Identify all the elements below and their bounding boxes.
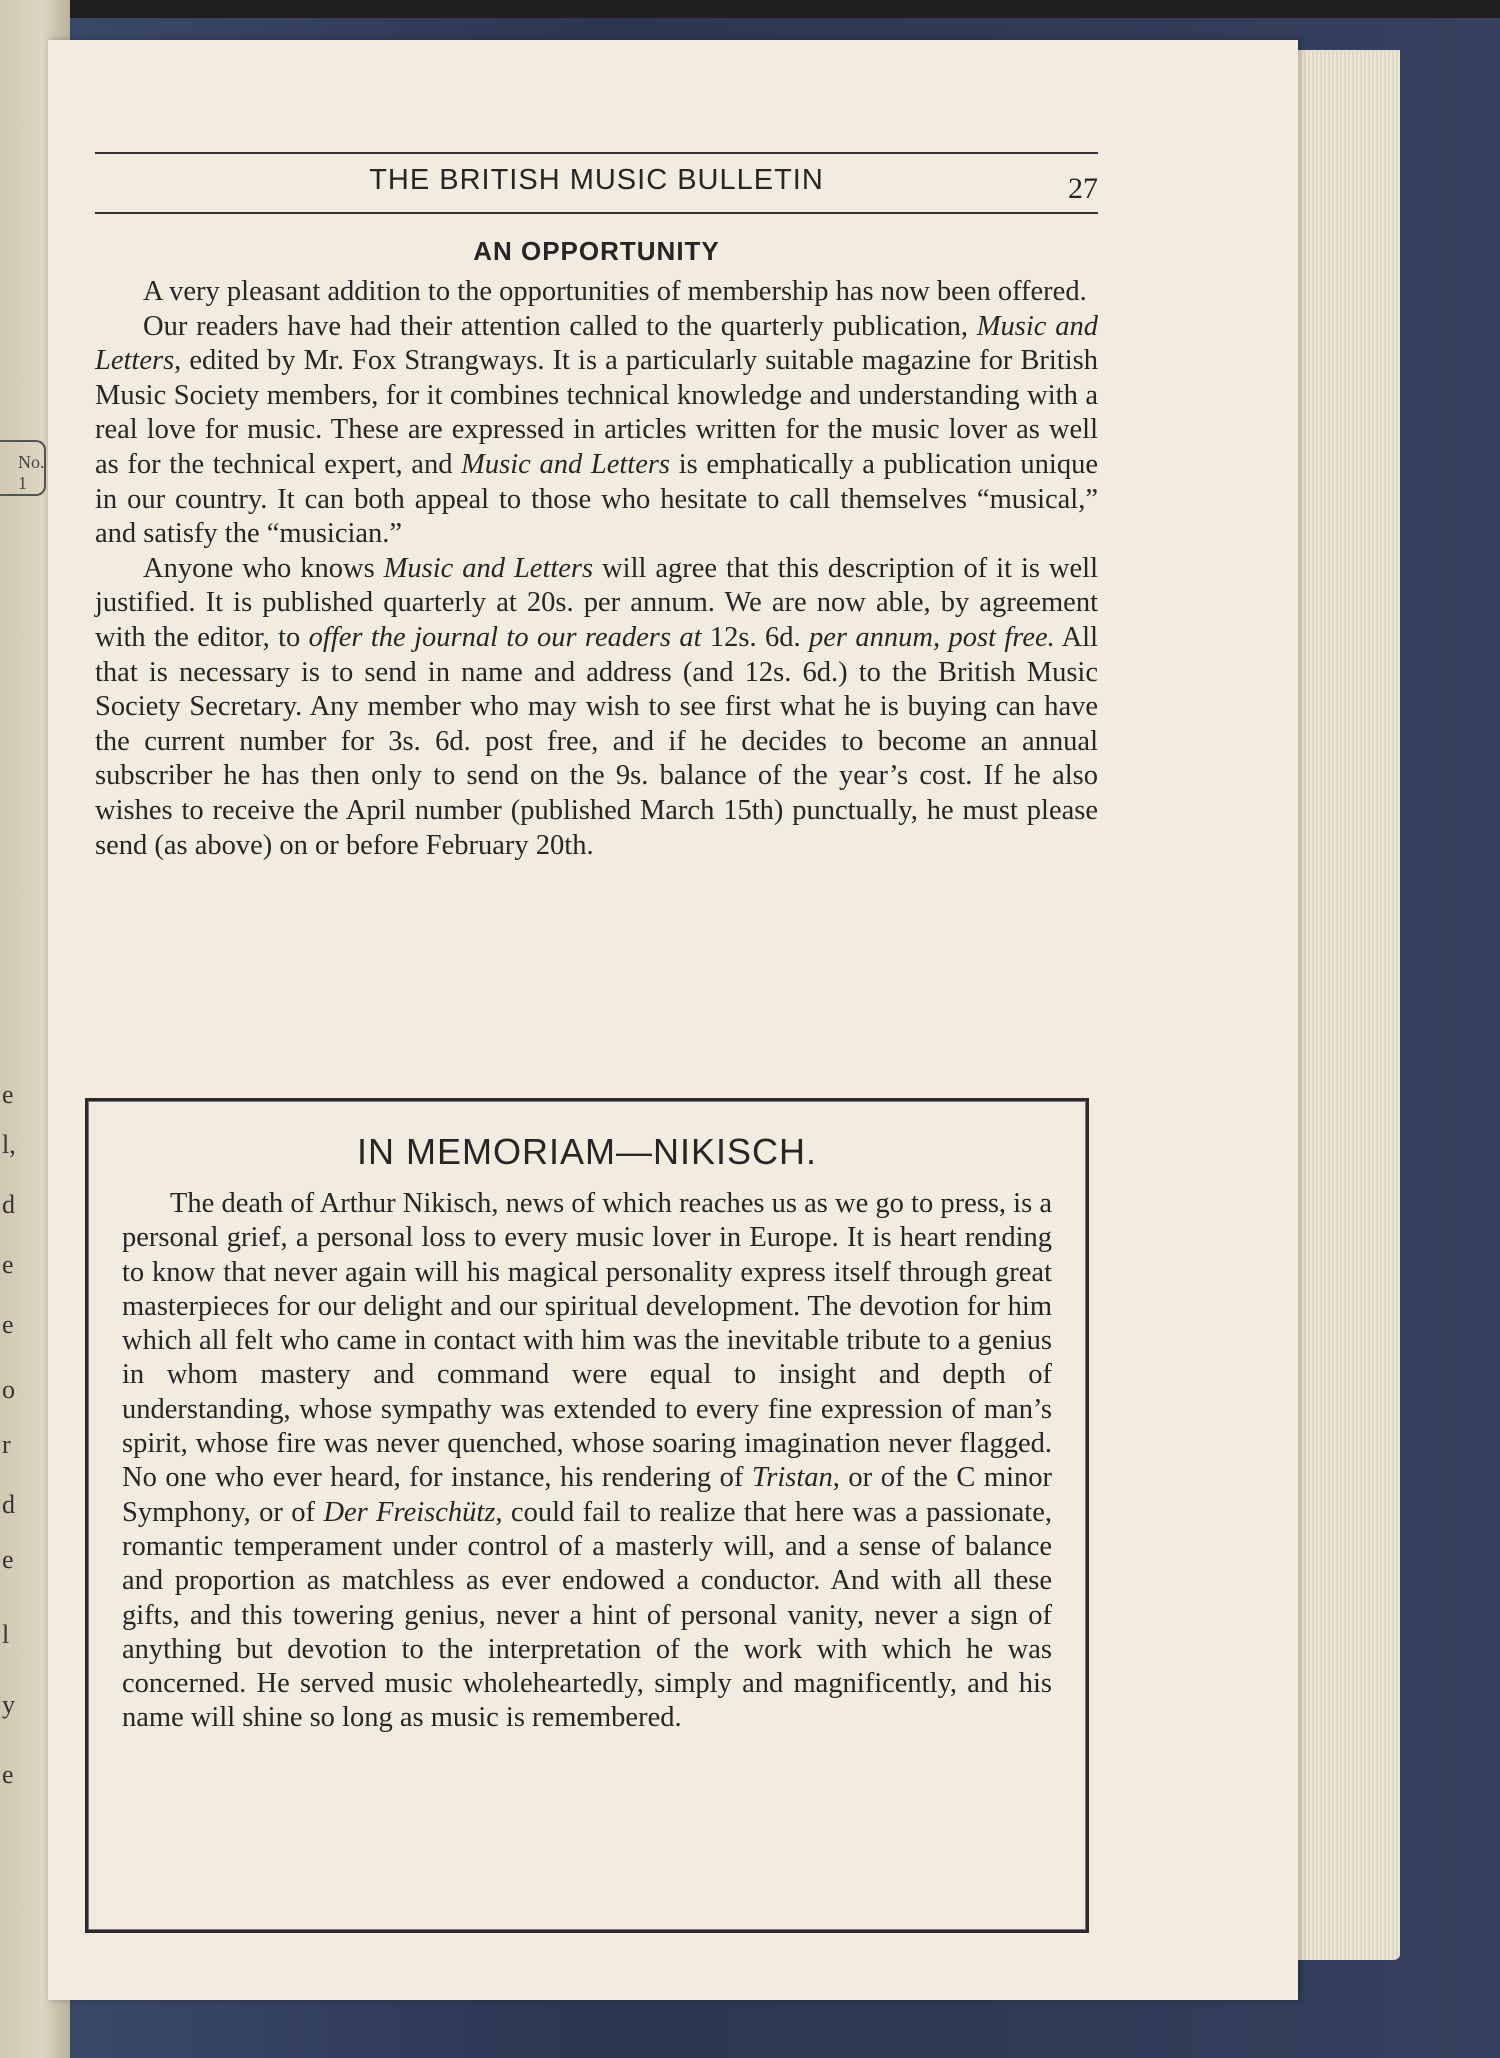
memoriam-paragraph: The death of Arthur Nikisch, news of which reaches us as we go to press, is a personal grief, a personal loss to every music lover in Europe. It is heart rending to know that never again will his magical personality express itself through great masterpieces for our delight and our spiritual development. The devotion for him which all felt who came in contact with him was the inevitable tribute to a genius in whom mastery and command were equal to insight and depth of understanding, whose sympathy was extended to every fine expression of man’s spirit, whose fire was never quenched, whose soaring imagination never flagged. No one who ever heard, for instance, his rendering of Tristan, or of the C minor Symphony, or of Der Freischütz, could fail to realize that here was a passionate, romantic temperament under control of a masterly will, and a sense of balance and proportion as matchless as ever endowed a conductor. And with all these gifts, and this towering genius, never a hint of personal vanity, never a sign of anything but devotion to the interpretation of the work with which he was concerned. He served music wholeheartedly, simply and magnificently, and his name will shine so long as music is remembered. — [122, 1188, 1053, 1734]
article-paragraph: Our readers have had their attention called to the quarterly publication, Music and Letters, edited by Mr. Fox Strangways. It is a particularly suitable magazine for British Music Society members, for it combines technical knowledge and understanding with a real love for music. These are expressed in articles written for the music lover as well as for the technical expert, and Music and Letters is emphatically a publication unique in our country. It can both appeal to those who hesitate to call themselves “musical,” and satisfy the “musician.” — [95, 310, 1098, 550]
margin-letter: e — [2, 1310, 14, 1339]
margin-letter: r — [2, 1430, 11, 1459]
margin-letter: d — [2, 1490, 15, 1519]
margin-letter: e — [2, 1760, 14, 1789]
article-paragraph: Anyone who knows Music and Letters will agree that this description of it is well justified. It is published quarterly at 20s. per annum. We are now able, by agreement with the editor, to offer the journal to our readers at 12s. 6d. per annum, post free. All that is necessary is to send in name and address (and 12s. 6d.) to the British Music Society Secretary. Any member who may wish to see first what he is buying can have the current number for 3s. 6d. post free, and if he decides to become an annual subscriber he has then only to send on the 9s. balance of the year’s cost. If he also wishes to receive the April number (published March 15th) punctually, he must please send (as above) on or before February 20th. — [95, 552, 1098, 861]
page-content — [95, 110, 1098, 863]
margin-letter: e — [2, 1080, 14, 1109]
publication-title: THE BRITISH MUSIC BULLETIN — [369, 164, 824, 196]
margin-letter: l — [2, 1620, 10, 1649]
margin-letter: e — [2, 1545, 14, 1574]
left-page-tab: No. 1 — [0, 440, 46, 496]
running-header — [95, 152, 1098, 214]
page-number: 27 — [1068, 172, 1098, 205]
margin-letter: l, — [2, 1130, 16, 1159]
article-body — [95, 275, 1098, 863]
margin-letter: d — [2, 1190, 15, 1219]
margin-letter: y — [2, 1690, 15, 1719]
article-title: AN OPPORTUNITY — [473, 236, 720, 266]
margin-letter: o — [2, 1375, 15, 1404]
page-edges — [1290, 50, 1400, 1960]
memoriam-title: IN MEMORIAM—NIKISCH. — [356, 1131, 817, 1172]
memoriam-box — [85, 1098, 1089, 1933]
margin-letter: e — [2, 1250, 14, 1279]
article-paragraph: A very pleasant addition to the opportunities of membership has now been offered. — [143, 276, 1087, 307]
